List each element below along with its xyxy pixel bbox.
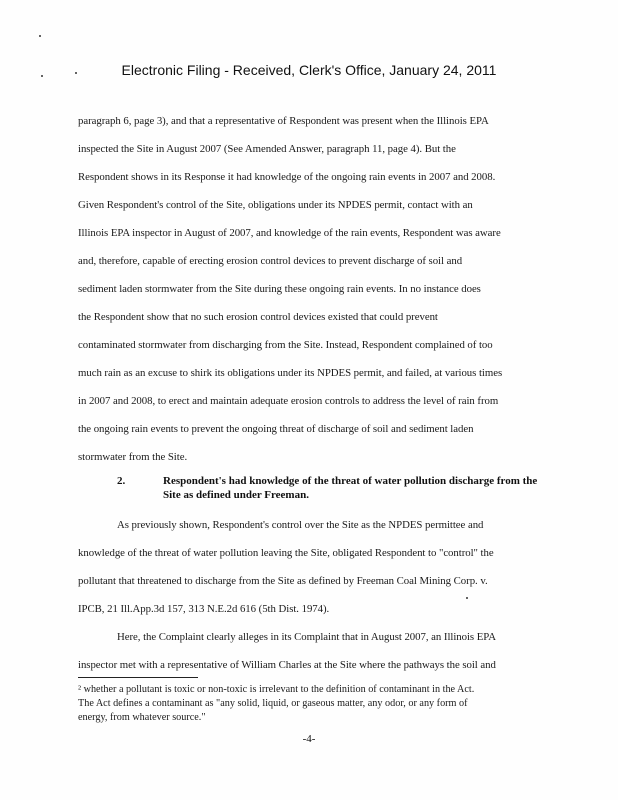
body-line: the ongoing rain events to prevent the ongoing threat of discharge of soil and sediment laden — [78, 423, 474, 435]
body-line: Illinois EPA inspector in August of 2007, and knowledge of the rain events, Respondent was aware — [78, 227, 501, 239]
body-line: much rain as an excuse to shirk its obligations under its NPDES permit, and failed, at various times — [78, 367, 503, 379]
filing-header: Electronic Filing - Received, Clerk's Office, January 24, 2011 — [121, 62, 497, 78]
scan-speck — [466, 597, 468, 599]
footnote-line: ² whether a pollutant is toxic or non-toxic is irrelevant to the definition of contaminant in the Act. — [78, 684, 475, 695]
body-line: paragraph 6, page 3), and that a representative of Respondent was present when the Illinois EPA — [78, 115, 489, 127]
body-line: stormwater from the Site. — [78, 451, 188, 463]
body-line: knowledge of the threat of water pollution leaving the Site, obligated Respondent to "control" the — [78, 547, 494, 559]
footnote-line: energy, from whatever source." — [78, 712, 206, 723]
body-line: the Respondent show that no such erosion control devices existed that could prevent — [78, 311, 438, 323]
body-line: in 2007 and 2008, to erect and maintain adequate erosion controls to address the level of rain from — [78, 395, 499, 407]
body-line: Respondent shows in its Response it had knowledge of the ongoing rain events in 2007 and 2008. — [78, 171, 496, 183]
footnote-divider — [78, 677, 198, 678]
body-line: contaminated stormwater from discharging from the Site. Instead, Respondent complained of too — [78, 339, 493, 351]
body-line: inspected the Site in August 2007 (See Amended Answer, paragraph 11, page 4). But the — [78, 143, 456, 155]
section-heading-line: Site as defined under Freeman. — [163, 489, 309, 501]
footnote-line: The Act defines a contaminant as "any solid, liquid, or gaseous matter, any odor, or any form of — [78, 698, 468, 709]
body-line: IPCB, 21 Ill.App.3d 157, 313 N.E.2d 616 (5th Dist. 1974). — [78, 603, 330, 615]
section-heading-line: Respondent's had knowledge of the threat of water pollution discharge from the — [163, 475, 538, 487]
body-line: Here, the Complaint clearly alleges in its Complaint that in August 2007, an Illinois EPA — [117, 631, 496, 643]
body-line: pollutant that threatened to discharge from the Site as defined by Freeman Coal Mining Corp. v. — [78, 575, 488, 587]
body-line: and, therefore, capable of erecting erosion control devices to prevent discharge of soil and — [78, 255, 463, 267]
page-number: -4- — [302, 733, 316, 745]
body-line: inspector met with a representative of William Charles at the Site where the pathways the soil and — [78, 659, 496, 671]
scan-speck — [39, 35, 41, 37]
body-line: Given Respondent's control of the Site, obligations under its NPDES permit, contact with an — [78, 199, 473, 211]
body-line: As previously shown, Respondent's control over the Site as the NPDES permittee and — [117, 519, 484, 531]
body-line: sediment laden stormwater from the Site during these ongoing rain events. In no instance does — [78, 283, 481, 295]
section-number: 2. — [117, 475, 126, 487]
